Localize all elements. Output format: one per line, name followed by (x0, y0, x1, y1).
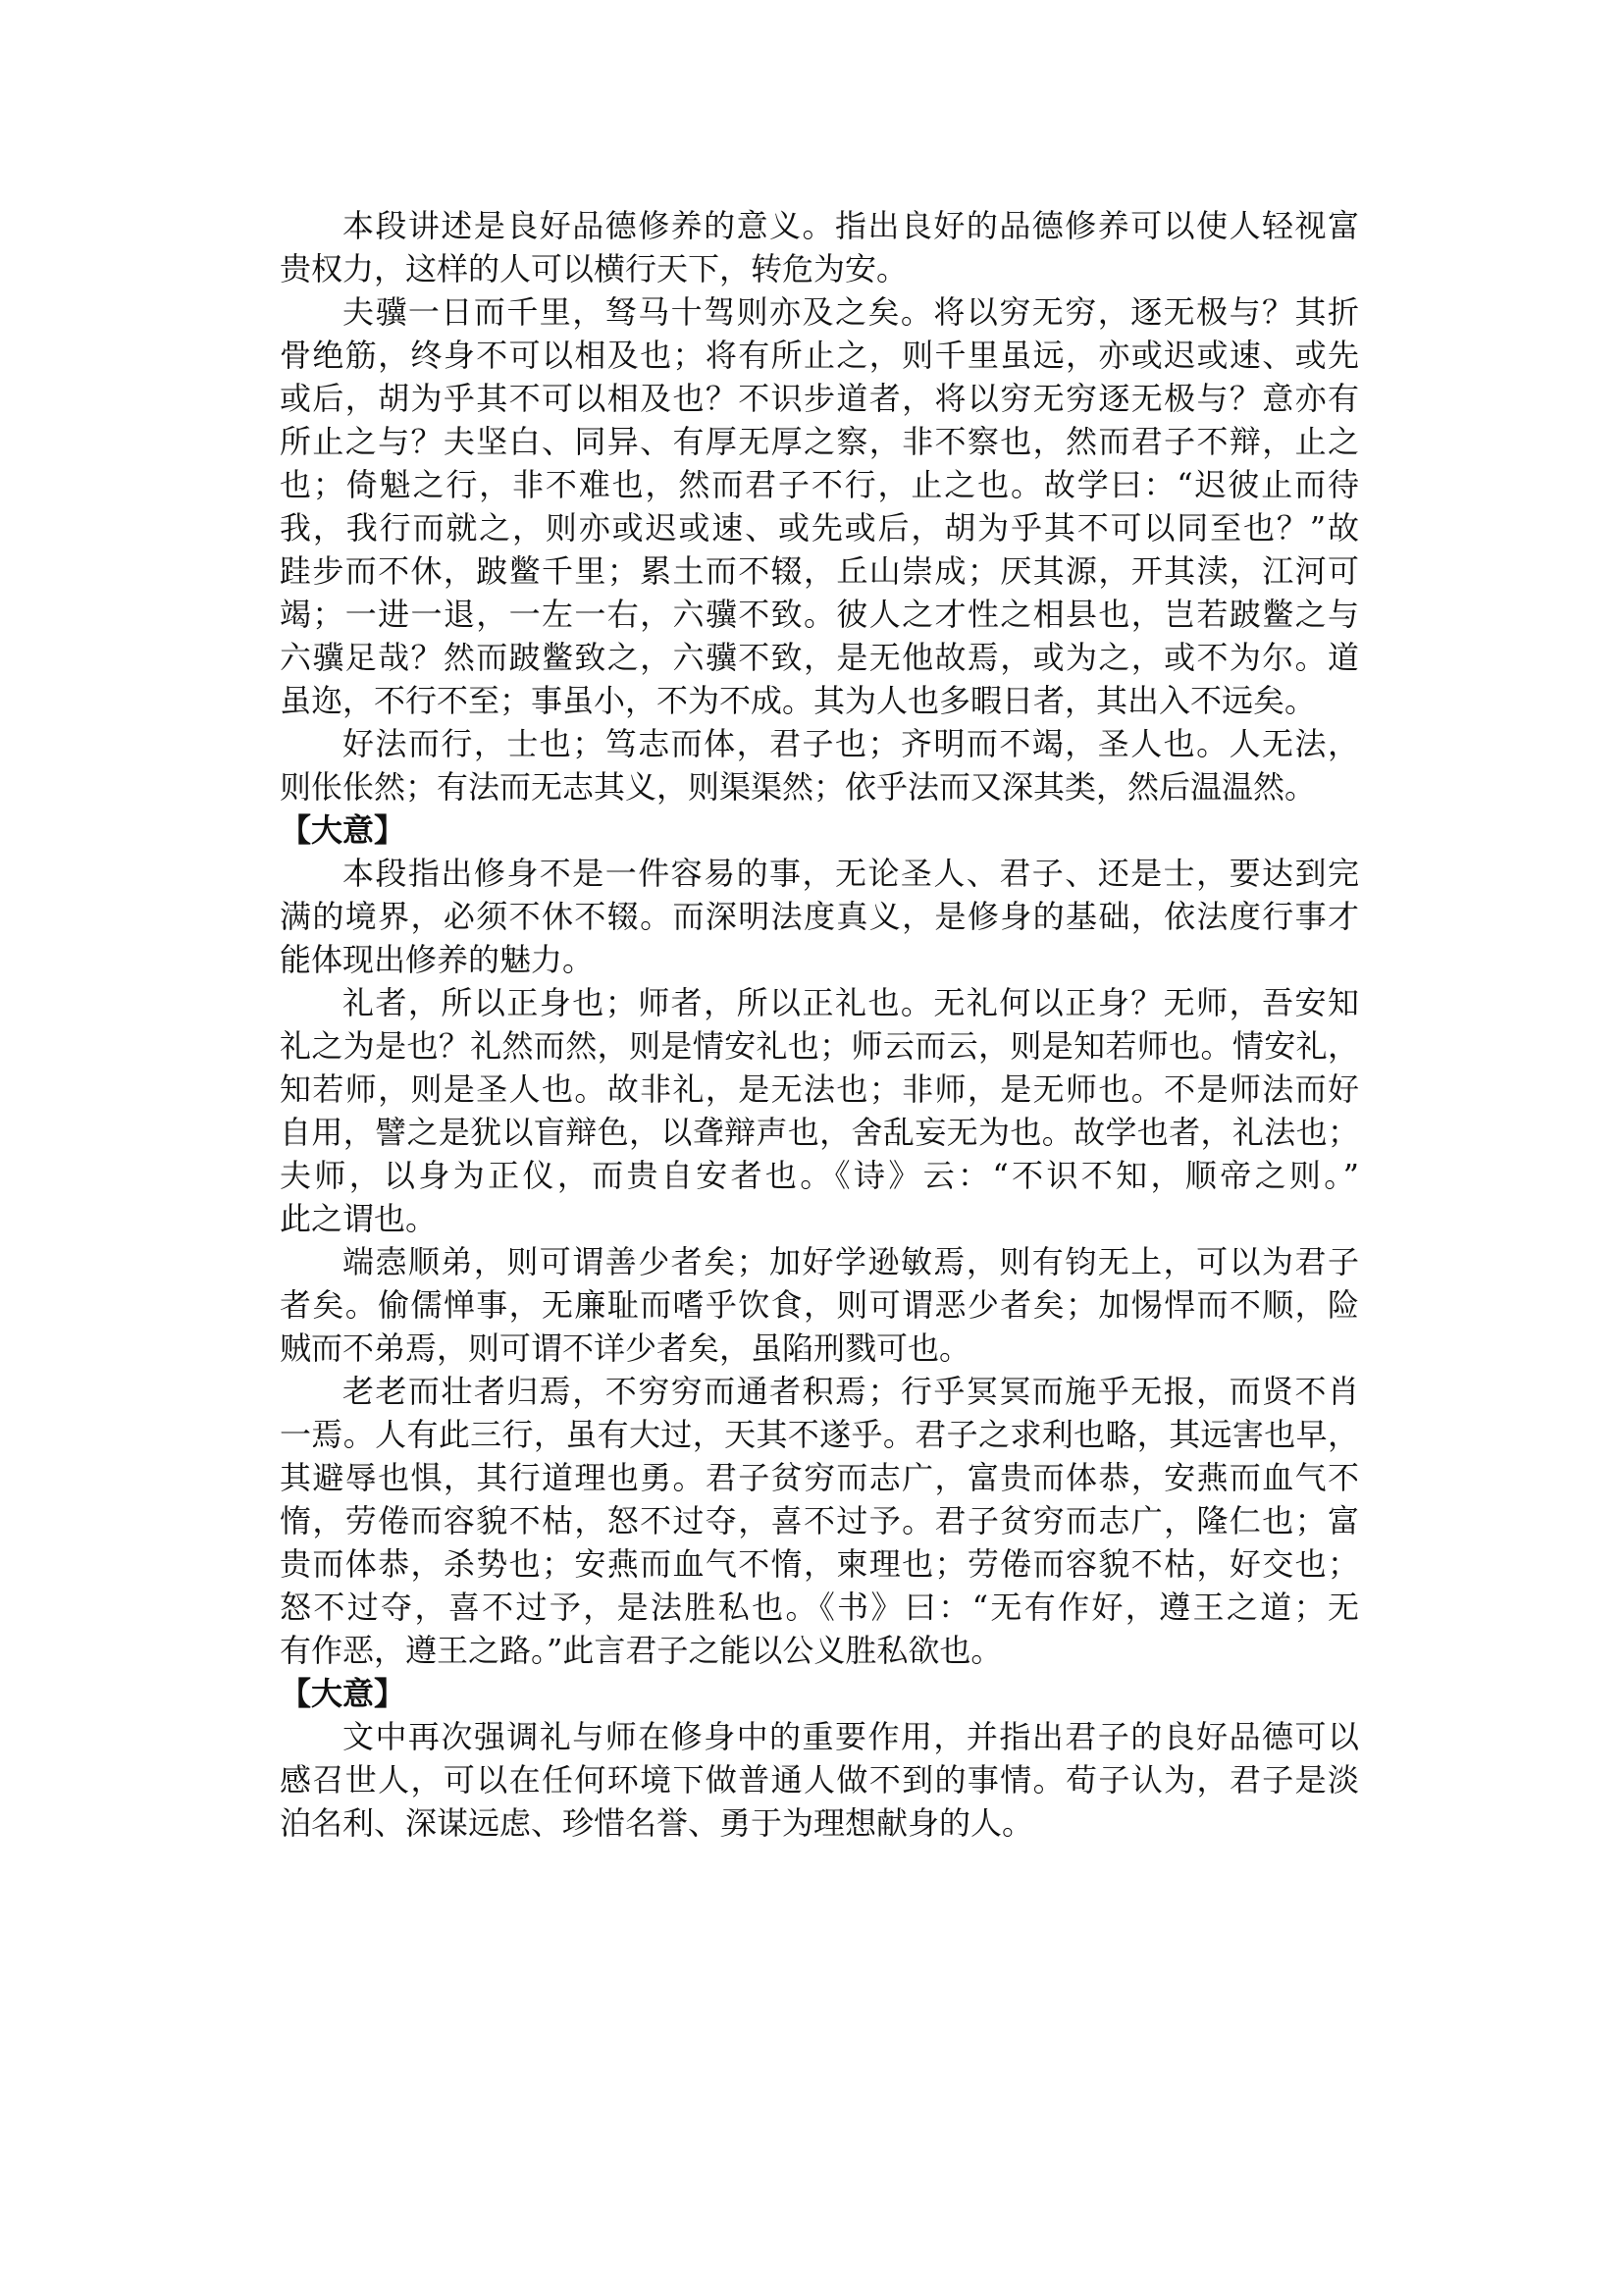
text-line: 虽迩，不行不至；事虽小，不为不成。其为人也多暇日者，其出入不远矣。 (280, 682, 1317, 719)
text-line: 贵而体恭，杀势也；安燕而血气不惰，柬理也；劳倦而容貌不枯，好交也； (280, 1545, 1359, 1583)
paragraph (280, 852, 1359, 981)
section-heading: 【大意】 (280, 1675, 406, 1712)
text-line: 者矣。偷儒惮事，无廉耻而嗜乎饮食，则可谓恶少者矣；加惕悍而不顺，险 (280, 1286, 1359, 1324)
text-line: 能体现出修养的魅力。 (280, 941, 595, 978)
text-line: 本段讲述是良好品德修养的意义。指出良好的品德修养可以使人轻视富 (342, 207, 1359, 244)
text-line: 骨绝筋，终身不可以相及也；将有所止之，则千里虽远，亦或迟或速、或先 (280, 337, 1359, 374)
paragraph (280, 290, 1359, 722)
text-line: 自用，譬之是犹以盲辩色，以聋辩声也，舍乱妄无为也。故学也者，礼法也； (280, 1114, 1359, 1151)
text-line: 好法而行，士也；笃志而体，君子也；齐明而不竭，圣人也。人无法， (342, 725, 1359, 762)
paragraph (280, 1370, 1359, 1672)
text-line: 泊名利、深谋远虑、珍惜名誉、勇于为理想献身的人。 (280, 1804, 1034, 1842)
section-heading: 【大意】 (280, 811, 406, 849)
text-line: 满的境界，必须不休不辍。而深明法度真义，是修身的基础，依法度行事才 (280, 898, 1359, 935)
paragraph (280, 981, 1359, 1240)
text-line: 本段指出修身不是一件容易的事，无论圣人、君子、还是士，要达到完 (342, 855, 1359, 892)
text-line: 贼而不弟焉，则可谓不详少者矣，虽陷刑戮可也。 (280, 1329, 971, 1367)
text-line: 感召世人，可以在任何环境下做普通人做不到的事情。荀子认为，君子是淡 (280, 1761, 1359, 1799)
text-line: 一焉。人有此三行，虽有大过，天其不遂乎。君子之求利也略，其远害也早， (280, 1416, 1359, 1453)
paragraph (280, 204, 1359, 290)
text-line: 老老而壮者归焉，不穷穷而通者积焉；行乎冥冥而施乎无报，而贤不肖 (342, 1373, 1359, 1410)
paragraph (280, 1715, 1359, 1845)
document-page (280, 204, 1359, 1845)
text-line: 夫师，以身为正仪，而贵自安者也。《诗》云：“不识不知，顺帝之则。” (280, 1157, 1359, 1194)
text-line: 怒不过夺，喜不过予，是法胜私也。《书》曰：“无有作好，遵王之道；无 (280, 1589, 1359, 1626)
text-line: 夫骥一日而千里，驽马十驾则亦及之矣。将以穷无穷，逐无极与？其折 (342, 293, 1359, 331)
text-line: 文中再次强调礼与师在修身中的重要作用，并指出君子的良好品德可以 (342, 1718, 1359, 1755)
text-line: 或后，胡为乎其不可以相及也？不识步道者，将以穷无穷逐无极与？意亦有 (280, 380, 1359, 417)
text-line: 知若师，则是圣人也。故非礼，是无法也；非师，是无师也。不是师法而好 (280, 1070, 1359, 1108)
paragraph (280, 722, 1359, 808)
text-line: 贵权力，这样的人可以横行天下，转危为安。 (280, 250, 909, 287)
text-line: 六骥足哉？然而跛鳖致之，六骥不致，是无他故焉，或为之，或不为尔。道 (280, 639, 1359, 676)
text-line: 竭；一进一退，一左一右，六骥不致。彼人之才性之相县也，岂若跛鳖之与 (280, 596, 1359, 633)
text-line: 则伥伥然；有法而无志其义，则渠渠然；依乎法而又深其类，然后温温然。 (280, 768, 1317, 806)
text-line: 礼者，所以正身也；师者，所以正礼也。无礼何以正身？无师，吾安知 (342, 984, 1359, 1021)
text-line: 有作恶，遵王之路。”此言君子之能以公义胜私欲也。 (280, 1632, 1003, 1669)
paragraph (280, 1240, 1359, 1370)
text-line: 我，我行而就之，则亦或迟或速、或先或后，胡为乎其不可以同至也？”故 (280, 509, 1359, 547)
text-line: 此之谓也。 (280, 1200, 438, 1237)
text-line: 也；倚魁之行，非不难也，然而君子不行，止之也。故学曰：“迟彼止而待 (280, 466, 1359, 503)
text-line: 跬步而不休，跛鳖千里；累土而不辍，丘山崇成；厌其源，开其渎，江河可 (280, 552, 1359, 590)
text-line: 其避辱也惧，其行道理也勇。君子贫穷而志广，富贵而体恭，安燕而血气不 (280, 1459, 1359, 1496)
text-line: 礼之为是也？礼然而然，则是情安礼也；师云而云，则是知若师也。情安礼， (280, 1027, 1359, 1065)
text-line: 所止之与？夫坚白、同异、有厚无厚之察，非不察也，然而君子不辩，止之 (280, 423, 1359, 460)
text-line: 端悫顺弟，则可谓善少者矣；加好学逊敏焉，则有钧无上，可以为君子 (342, 1243, 1359, 1280)
text-line: 惰，劳倦而容貌不枯，怒不过夺，喜不过予。君子贫穷而志广，隆仁也；富 (280, 1502, 1359, 1539)
